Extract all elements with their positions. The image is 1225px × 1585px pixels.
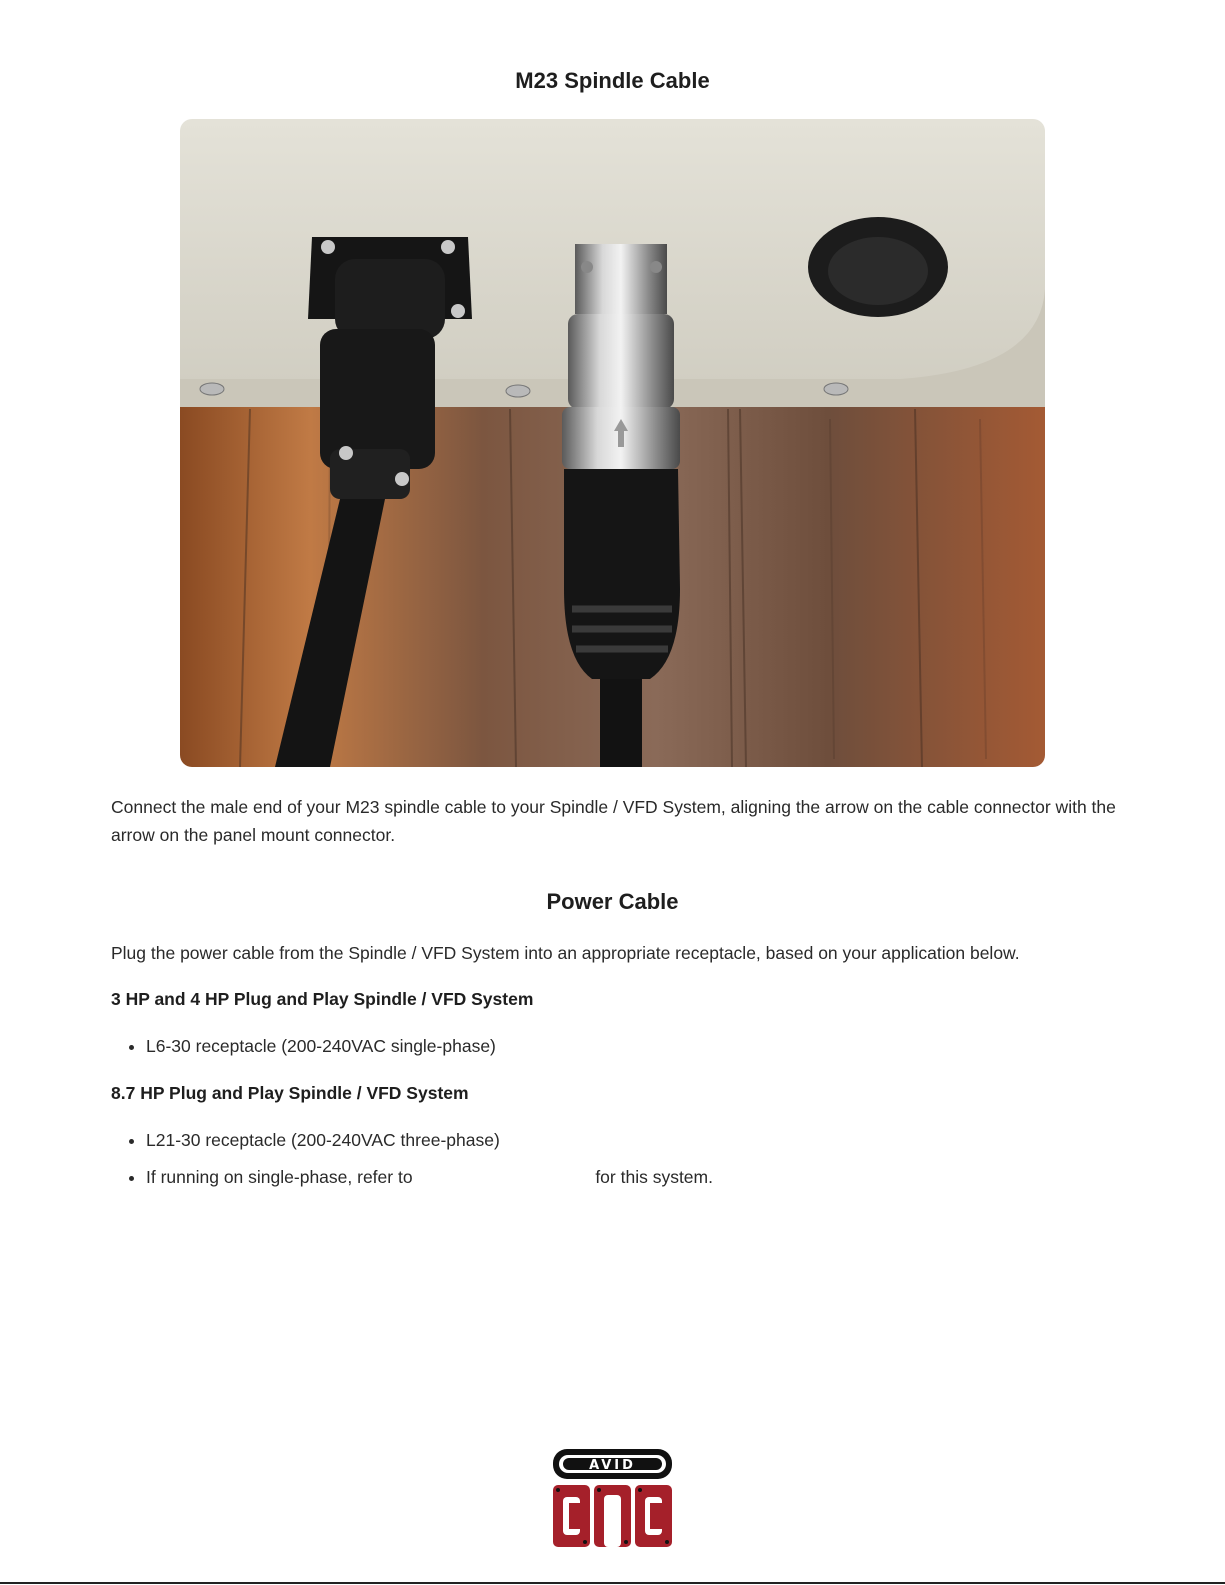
section-title-power: Power Cable [546, 889, 679, 914]
subheading-3hp-4hp: 3 HP and 4 HP Plug and Play Spindle / VFD System [111, 989, 534, 1009]
power-instructions: Plug the power cable from the Spindle / VFD System into an appropriate receptacle, based on your application below. [111, 943, 1020, 963]
list-8-7hp [111, 1129, 713, 1203]
m23-instructions: Connect the male end of your M23 spindle cable to your Spindle / VFD System, aligning the arrow on the cable connector with the arrow on the panel mount connector. [111, 797, 1116, 845]
list-item: • L6-30 receptacle (200-240VAC single-phase) [146, 1035, 496, 1057]
list-item-single-phase [146, 1166, 713, 1188]
list-3hp-4hp [111, 1035, 496, 1072]
single-phase-suffix: for this system. [595, 1167, 713, 1187]
section-title-m23: M23 Spindle Cable [515, 68, 710, 93]
subheading-8-7hp: 8.7 HP Plug and Play Spindle / VFD System [111, 1083, 469, 1103]
avid-cnc-logo [551, 1447, 674, 1549]
list-item: • L21-30 receptacle (200-240VAC three-phase) [146, 1129, 713, 1151]
svg-text:AVID: AVID [589, 1458, 636, 1473]
footer-rule [0, 1582, 1225, 1584]
m23-connector-photo [180, 119, 1045, 767]
single-phase-prefix: If running on single-phase, refer to [146, 1167, 413, 1187]
